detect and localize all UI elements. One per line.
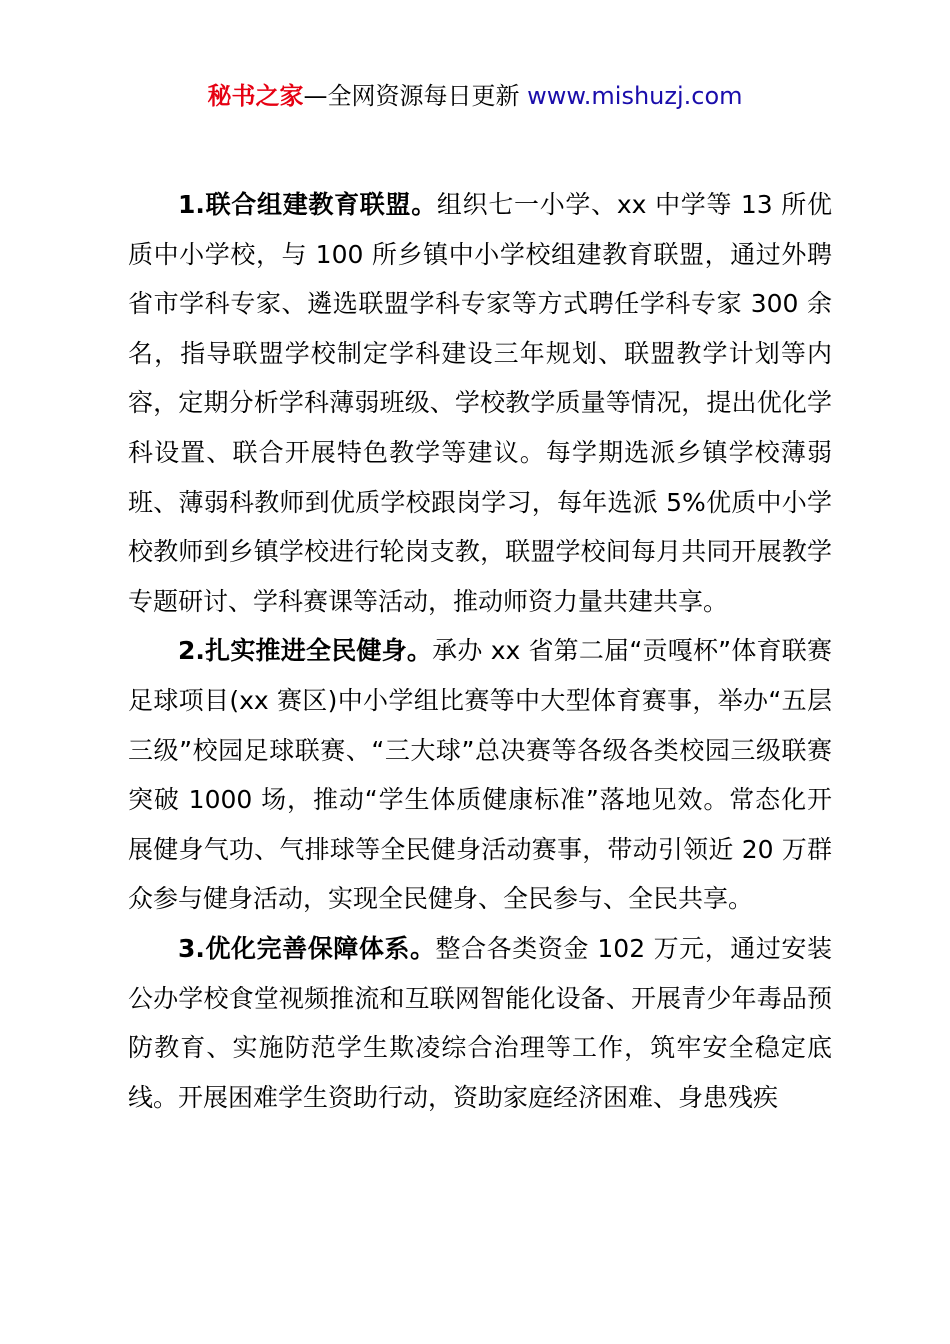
paragraph-text: 组织七一小学、xx 中学等 13 所优质中小学校，与 100 所乡镇中小学校组建教育联盟，通过外聘省市学科专家、遴选联盟学科专家等方式聘任学科专家 300 余名，指导联盟学校制定学科建设三年规划、联盟教学计划等内容，定期分析学科薄弱班级、学校教学质量等情况，提出优化学科设置、联合开展特色教学等建议。每学期选派乡镇学校薄弱班、薄弱科教师到优质学校跟岗学习，每年选派 5%优质中小学校教师到乡镇学校进行轮岗支教，联盟学校间每月共同开展教学专题研讨、学科赛课等活动，推动师资力量共建共享。 — [128, 190, 832, 616]
paragraph-security — [128, 924, 832, 1122]
paragraph-text: 承办 xx 省第二届“贡嘎杯”体育联赛足球项目(xx 赛区)中小学组比赛等中大型体育赛事，举办“五层三级”校园足球联赛、“三大球”总决赛等各级各类校园三级联赛突破 1000 场，推动“学生体质健康标准”落地见效。常态化开展健身气功、气排球等全民健身活动赛事，带动引领近 20 万群众参与健身活动，实现全民健身、全民参与、全民共享。 — [128, 636, 832, 914]
page-header — [0, 80, 950, 112]
site-brand: 秘书之家 — [207, 82, 304, 110]
site-tagline: —全网资源每日更新 — [303, 82, 528, 110]
paragraph-heading: 1.联合组建教育联盟。 — [178, 190, 437, 219]
site-url-link[interactable]: www.mishuzj.com — [527, 82, 743, 110]
paragraph-fitness — [128, 626, 832, 924]
paragraph-heading: 2.扎实推进全民健身。 — [178, 636, 433, 666]
paragraph-heading: 3.优化完善保障体系。 — [178, 933, 436, 963]
document-body — [128, 180, 832, 1122]
paragraph-alliance — [128, 180, 832, 626]
paragraph-text: 整合各类资金 102 万元，通过安装公办学校食堂视频推流和互联网智能化设备、开展青少年毒品预防教育、实施防范学生欺凌综合治理等工作，筑牢安全稳定底线。开展困难学生资助行动，资助家庭经济困难、身患残疾 — [128, 933, 832, 1112]
